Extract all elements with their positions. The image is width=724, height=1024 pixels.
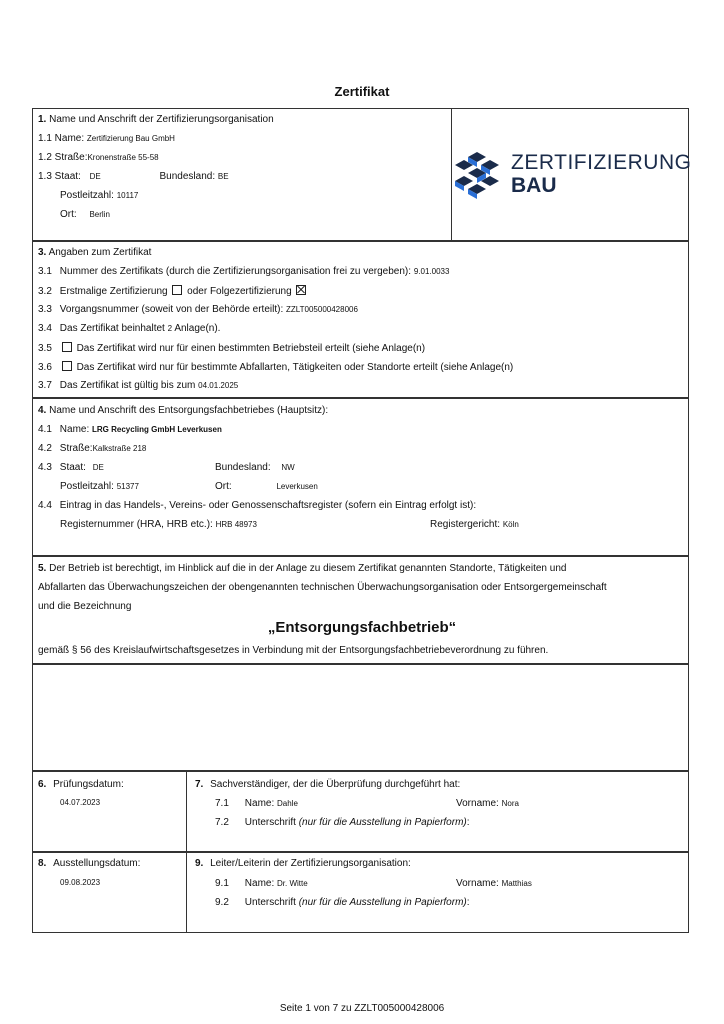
follow-cert-checkbox [296, 285, 306, 295]
inspection-date-value: 04.07.2023 [60, 798, 101, 807]
head-heading: 9. Leiter/Leiterin der Zertifizierungsorganisation: [195, 858, 411, 869]
section-3-box [32, 241, 689, 398]
specific-waste-checkbox [62, 361, 72, 371]
org-city-row: Ort: Berlin [60, 209, 110, 220]
org-country-row: 1.3 Staat: DE Bundesland: BE [38, 171, 229, 182]
issue-date-value: 09.08.2023 [60, 878, 101, 887]
head-first-name-row: Vorname: Matthias [456, 878, 532, 889]
company-city-row: Ort: Leverkusen [215, 481, 318, 492]
inspection-date-label: 6. Prüfungsdatum: [38, 779, 124, 790]
permission-line-2: Abfallarten das Überwachungszeichen der obengenannten technischen Überwachungsorganisation oder Entsorgergemeinschaft [38, 582, 607, 593]
org-zip-row: Postleitzahl: 10117 [60, 190, 139, 201]
register-number-row: Registernummer (HRA, HRB etc.): HRB 48973 [60, 519, 257, 530]
register-row: 4.4 Eintrag in das Handels-, Vereins- oder Genossenschaftsregister (sofern ein Eintrag erfolgt ist): [38, 500, 477, 511]
first-cert-checkbox [172, 285, 182, 295]
cert-number-row: 3.1 Nummer des Zertifikats (durch die Zertifizierungsorganisation frei zu vergeben): 9.01.0033 [38, 266, 450, 277]
validity-row: 3.7 Das Zertifikat ist gültig bis zum 04.01.2025 [38, 380, 239, 391]
company-street-row: 4.2 Straße:Kalkstraße 218 [38, 443, 147, 454]
attachments-row: 3.4 Das Zertifikat beinhaltet 2 Anlage(n). [38, 323, 221, 334]
logo-text-line1: ZERTIFIZIERUNG [511, 151, 692, 174]
permission-line-3: und die Bezeichnung [38, 601, 132, 612]
expert-first-name-row: Vorname: Nora [456, 798, 519, 809]
logo-text-line2: BAU [511, 174, 557, 197]
company-country-row: 4.3 Staat: DE [38, 462, 104, 473]
cube-logo-icon [452, 150, 502, 200]
section-3-heading: 3. Angaben zum Zertifikat [38, 247, 152, 258]
blank-area-box [32, 664, 689, 771]
section-4-heading: 4. Name und Anschrift des Entsorgungsfachbetriebes (Hauptsitz): [38, 405, 329, 416]
first-or-follow-row: 3.2 Erstmalige Zertifizierung oder Folgezertifizierung [38, 285, 308, 297]
expert-signature-row: 7.2 Unterschrift (nur für die Ausstellung in Papierform): [215, 817, 470, 828]
company-name-row: 4.1 Name: LRG Recycling GmbH Leverkusen [38, 424, 222, 435]
section-1-heading: 1. Name und Anschrift der Zertifizierungsorganisation [38, 114, 274, 125]
partial-operation-checkbox [62, 342, 72, 352]
expert-heading: 7. Sachverständiger, der die Überprüfung durchgeführt hat: [195, 779, 461, 790]
permission-line-1: 5. Der Betrieb ist berechtigt, im Hinblick auf die in der Anlage zu diesem Zertifikat genannten Standorte, Tätigkeiten und [38, 563, 567, 574]
org-street-row: 1.2 Straße:Kronenstraße 55-58 [38, 152, 159, 163]
section-4-box [32, 398, 689, 556]
partial-operation-row: 3.5 Das Zertifikat wird nur für einen bestimmten Betriebsteil erteilt (siehe Anlage(n) [38, 343, 426, 354]
specific-waste-row: 3.6 Das Zertifikat wird nur für bestimmte Abfallarten, Tätigkeiten oder Standorte erteilt (siehe Anlage(n) [38, 362, 514, 373]
org-name-row: 1.1 Name: Zertifizierung Bau GmbH [38, 133, 175, 144]
permission-line-4: gemäß § 56 des Kreislaufwirtschaftsgesetzes in Verbindung mit der Entsorgungsfachbetriebeverordnung zu führen. [38, 645, 549, 656]
company-zip-row: Postleitzahl: 51377 [60, 481, 139, 492]
document-title: Zertifikat [334, 84, 390, 99]
head-name-row: 9.1 Name: Dr. Witte [215, 878, 308, 889]
issue-date-label: 8. Ausstellungsdatum: [38, 858, 141, 869]
register-court-row: Registergericht: Köln [430, 519, 519, 530]
expert-name-row: 7.1 Name: Dahle [215, 798, 298, 809]
company-state-row: Bundesland: NW [215, 462, 295, 473]
designation-title: „Entsorgungsfachbetrieb“ [267, 619, 457, 636]
process-number-row: 3.3 Vorgangsnummer (soweit von der Behörde erteilt): ZZLT005000428006 [38, 304, 358, 315]
page-footer: Seite 1 von 7 zu ZZLT005000428006 [279, 1003, 445, 1014]
head-signature-row: 9.2 Unterschrift (nur für die Ausstellung in Papierform): [215, 897, 470, 908]
